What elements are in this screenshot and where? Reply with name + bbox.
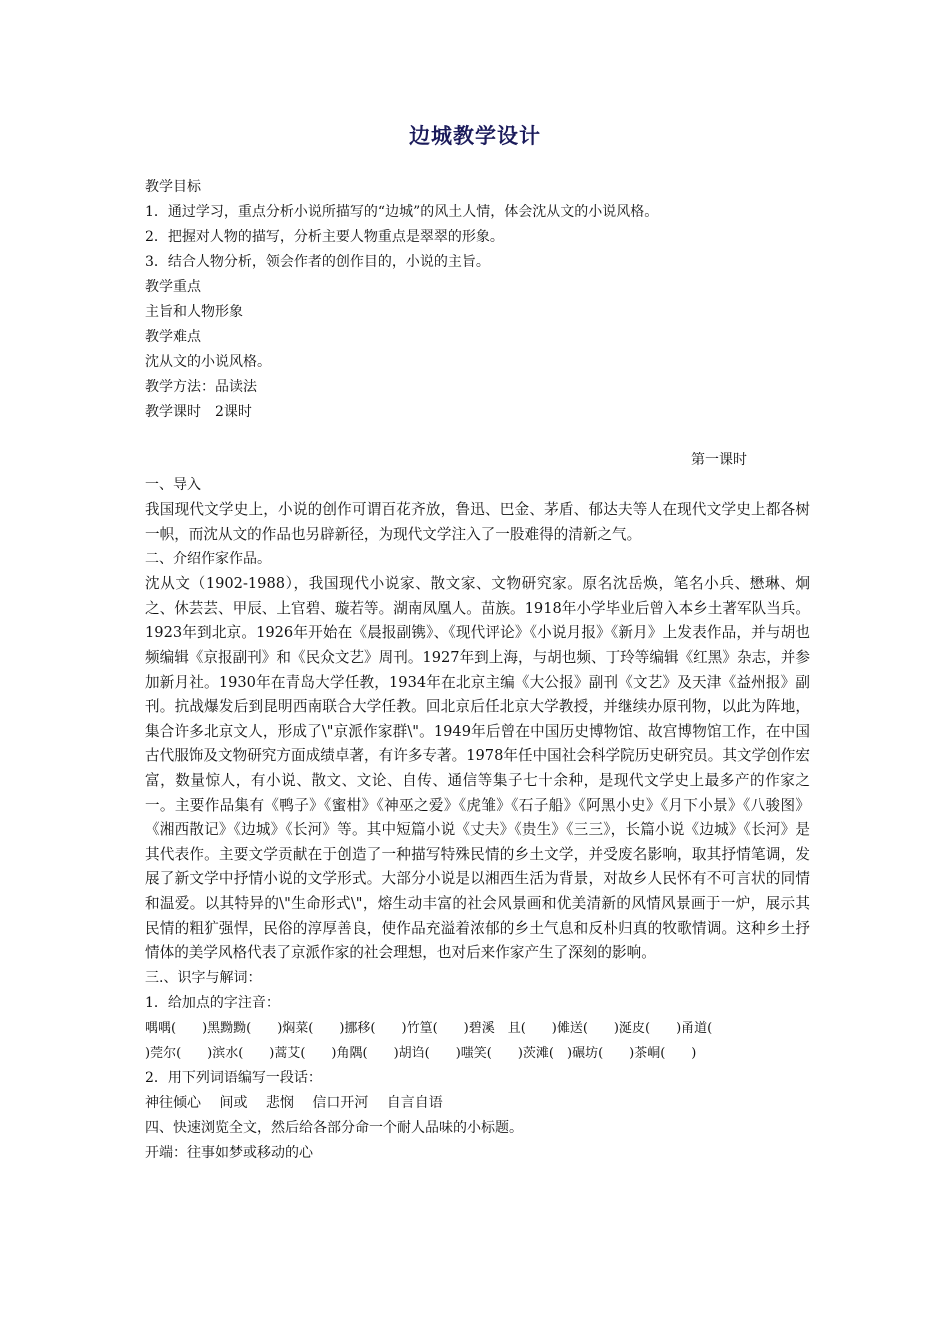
section-author-text: 沈从文（1902-1988），我国现代小说家、散文家、文物研究家。原名沈岳焕，笔名小兵、懋琳、炯之、休芸芸、甲辰、上官碧、璇若等。湖南凤凰人。苗族。1918年小学毕业后曾入本乡土著军队当兵。1923年到北京。1926年开始在《晨报副镌》、《现代评论》《小说月报》《新月》上发表作品，并与胡也频编辑《京报副刊》和《民众文艺》周刊。1927年到上海，与胡也频、丁玲等编辑《红黑》杂志，并参加新月社。1930年在青岛大学任教，1934年在北京主编《大公报》副刊《文艺》及天津《益州报》副刊。抗战爆发后到昆明西南联合大学任教。回北京后任北京大学教授，并继续办原刊物，以此为阵地，集合许多北京文人，形成了\"京派作家群\"。1949年后曾在中国历史博物馆、故宫博物馆工作，在中国古代服饰及文物研究方面成绩卓著，有许多专著。1978年任中国社会科学院历史研究员。其文学创作宏富，数量惊人，有小说、散文、文论、自传、通信等集子七十余种，是现代文学史上最多产的作家之一。主要作品集有《鸭子》《蜜柑》《神巫之爱》《虎雏》《石子船》《阿黑小史》《月下小景》《八骏图》《湘西散记》《边城》《长河》等。其中短篇小说《丈夫》《贵生》《三三》，长篇小说《边城》《长河》是其代表作。主要文学贡献在于创造了一种描写特殊民情的乡土文学，并受废名影响，取其抒情笔调，发展了新文学中抒情小说的文学形式。大部分小说是以湘西生活为背景，对故乡人民怀有不可言状的同情和温爱。以其特异的\"生命形式\"，熔生动丰富的社会风景画和优美清新的风情风景画于一炉，展示其民情的粗犷强悍，民俗的淳厚善良，使作品充溢着浓郁的乡土气息和反朴归真的牧歌情调。这种乡土抒情体的美学风格代表了京派作家的社会理想，也对后来作家产生了深刻的影响。 <box>145 575 810 962</box>
objective-item: 1．通过学习，重点分析小说所描写的“边城”的风土人情，体会沈从文的小说风格。 <box>145 204 659 220</box>
difficulties-heading: 教学难点 <box>145 329 201 345</box>
vocab-pinyin-heading: 1．给加点的字注音： <box>145 994 280 1011</box>
objective-item: 2．把握对人物的描写，分析主要人物重点是翠翠的形象。 <box>145 229 504 245</box>
difficulties-text: 沈从文的小说风格。 <box>145 354 271 370</box>
document-body <box>145 175 810 1166</box>
document-title: 边城教学设计 <box>409 124 541 148</box>
key-points-text: 主旨和人物形象 <box>145 304 243 320</box>
section-intro-text: 我国现代文学史上，小说的创作可谓百花齐放，鲁迅、巴金、茅盾、郁达夫等人在现代文学史上都各树一帜，而沈从文的作品也另辟新径，为现代文学注入了一股难得的清新之气。 <box>145 501 810 543</box>
teaching-method: 教学方法：品读法 <box>145 379 257 395</box>
key-points-heading: 教学重点 <box>145 279 201 295</box>
vocab-pinyin-line: )莞尔( )滨水( )蒿艾( )角隅( )胡诌( )嗤笑( )茨滩( )碾坊( )茶峒( ) <box>145 1045 697 1061</box>
section-author-heading: 二、介绍作家作品。 <box>145 551 271 568</box>
structure-opening: 开端：往事如梦或移动的心 <box>145 1144 313 1161</box>
objectives-heading: 教学目标 <box>145 179 201 195</box>
section-structure-heading: 四、快速浏览全文，然后给各部分命一个耐人品味的小标题。 <box>145 1119 523 1136</box>
teaching-hours: 教学课时 2课时 <box>145 404 252 420</box>
vocab-pinyin-line: 喁喁( )黑黝黝( )焖菜( )挪移( )竹篁( )碧溪 且( )傩送( )涎皮( )甬道( <box>145 1020 713 1036</box>
section-intro-heading: 一、导入 <box>145 477 201 493</box>
objective-item: 3．结合人物分析，领会作者的创作目的，小说的主旨。 <box>145 254 490 270</box>
section-vocab-heading: 三.、识字与解词： <box>145 969 262 986</box>
vocab-word-list: 神往倾心 间或 悲悯 信口开河 自言自语 <box>145 1094 443 1111</box>
vocab-words-heading: 2．用下列词语编写一段话： <box>145 1069 322 1086</box>
lesson-title: 第一课时 <box>691 452 747 468</box>
